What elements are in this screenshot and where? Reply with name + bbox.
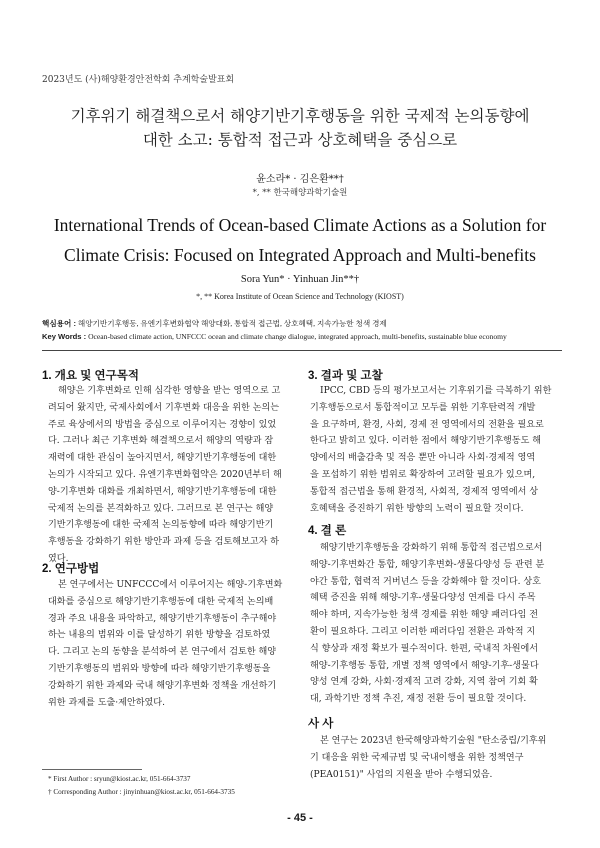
body-line: 해양-기후변화간 통합, 해양기후변화-생물다양성 등 관련 분 [310, 559, 545, 570]
body-line: 본 연구는 2023년 한국해양과학기술원 "탄소중립/기후위 [320, 736, 547, 746]
body-line: 기반기후행동의 범위와 방향에 따라 해양기반기후행동을 [48, 663, 271, 674]
section-2-body [48, 577, 300, 711]
corresponding-author-footnote: † Corresponding Author : jinyinhuan@kiost.ac.kr, 051-664-3735 [48, 788, 235, 796]
body-line: IPCC, CBD 등의 평가보고서는 기후위기를 극복하기 위한 [320, 386, 552, 396]
body-line: 통합적 접근법을 통해 환경적, 사회적, 경제적 영역에서 상 [310, 486, 539, 497]
body-line: 하는 내용의 범위와 이를 달성하기 위한 방향을 검토하였 [48, 630, 271, 641]
page-number: - 45 - [287, 812, 313, 824]
conference-header: 2023년도 (사)해양환경안전학회 추계학술발표회 [42, 75, 235, 85]
korean-affiliation: *, ** 한국해양과학기술원 [252, 188, 348, 198]
acknowledgement-body [310, 733, 562, 783]
first-author-footnote: * First Author : sryun@kiost.ac.kr, 051-664-3737 [48, 775, 191, 783]
body-line: 재력에 대한 관심이 높아지면서, 해양기반기후행동에 대한 [48, 453, 277, 464]
section-1-heading: 1. 개요 및 연구목적 [42, 370, 139, 382]
body-line: 양성 연계 강화, 사회·경제적 고려 강화, 지역 참여 기회 확 [310, 677, 538, 688]
body-line: 대화를 중심으로 해양기반기후행동에 대한 국제적 논의배 [48, 596, 274, 607]
body-line: 혜택 증진을 위해 해양-기후-생물다양성 연계를 다시 주목 [310, 593, 536, 604]
english-title [20, 210, 580, 270]
body-line: 양-기후변화 대화를 개최하면서, 해양기반기후행동에 대한 [48, 486, 277, 497]
korean-keywords-label: 핵심용어 : [42, 319, 76, 328]
section-2-heading: 2. 연구방법 [42, 563, 100, 575]
body-line: 다. 그리고 논의 동향을 분석하여 본 연구에서 검토한 해양 [48, 647, 277, 658]
korean-title-line-2: 대한 소고: 통합적 접근과 상호혜택을 중심으로 [142, 131, 458, 149]
body-line: 을 포섭하기 위한 범위로 확장하여 고려할 필요가 있으며, [310, 469, 536, 480]
section-3-heading: 3. 결과 및 고찰 [308, 370, 383, 382]
body-line: 다. 그러나 최근 기후변화 해결책으로서 해양의 역량과 잠 [48, 436, 274, 447]
section-1-body [48, 383, 300, 568]
section-4-heading: 4. 결 론 [308, 525, 347, 537]
english-keywords-text: Ocean-based climate action, UNFCCC ocean and climate change dialogue, integrated approach, multi-benefits, sustainable blue economy [88, 332, 507, 341]
body-line: 강화하기 위한 과제와 국내 해양기후변화 정책을 개선하기 [48, 680, 277, 691]
korean-authors: 윤소라* · 김은환**† [256, 174, 344, 185]
body-line: 해양기반기후행동을 강화하기 위해 통합적 접근법으로서 [320, 543, 543, 553]
footnote-divider [42, 769, 142, 770]
body-line: 기후행동으로서 통합적이고 모두를 위한 기후탄력적 개발 [310, 402, 536, 413]
body-line: 호혜택을 증진하기 위한 방향의 노력이 필요할 것이다. [310, 503, 524, 514]
body-line: 해야 하며, 지속가능한 청색 경제를 위한 해양 패러다임 전 [310, 610, 539, 621]
body-line: 기반기후행동에 대한 국제적 논의동향에 따라 해양기반기 [48, 520, 274, 531]
english-title-line-1: International Trends of Ocean-based Climate Actions as a Solution for [53, 215, 547, 235]
korean-keywords-text: 해양기반기후행동, 유엔기후변화협약 해양대화, 통합적 접근법, 상호혜택, 지속가능한 청색 경제 [77, 319, 387, 328]
section-4-body [310, 540, 562, 708]
body-line: 을 요구하며, 환경, 사회, 경제 전 영역에서의 전환을 필요로 [310, 419, 544, 430]
acknowledgement-heading: 사 사 [308, 718, 334, 730]
body-line: 해양은 기후변화로 인해 심각한 영향을 받는 영역으로 고 [58, 386, 281, 396]
body-line: 환이 필요하다. 그리고 이러한 패러다임 전환은 과학적 지 [310, 626, 536, 637]
body-line: 해양-기후행동 통합, 개별 정책 영역에서 해양-기후-생물다 [310, 660, 539, 671]
body-line: 본 연구에서는 UNFCCC에서 이루어지는 해양-기후변화 [58, 580, 283, 590]
keywords-divider [42, 350, 562, 351]
english-authors: Sora Yun* · Yinhuan Jin**† [240, 274, 360, 285]
korean-title-line-1: 기후위기 해결책으로서 해양기반기후행동을 위한 국제적 논의동향에 [70, 107, 530, 125]
english-affiliation: *, ** Korea Institute of Ocean Science and Technology (KIOST) [196, 292, 404, 301]
section-3-body [310, 383, 562, 517]
body-line: 한다고 밝히고 있다. 이러한 점에서 해양기반기후행동도 해 [310, 436, 542, 447]
body-line: 식 향상과 재정 확보가 필수적이다. 한편, 국내적 차원에서 [310, 643, 539, 654]
body-line: 위한 과제를 도출·제안하였다. [48, 697, 165, 708]
english-keywords-label: Key Words : [42, 332, 87, 341]
body-line: 국제적 논의를 본격화하고 있다. 그러므로 본 연구는 해양 [48, 503, 274, 514]
english-title-line-2: Climate Crisis: Focused on Integrated Approach and Multi-benefits [64, 245, 536, 265]
body-line: 대, 과학기반 정책 추진, 재정 전환 등이 필요할 것이다. [310, 694, 527, 705]
korean-title [20, 104, 580, 152]
body-line: 야간 통합, 협력적 거버넌스 등을 강화해야 할 것이다. 상호 [310, 576, 541, 587]
body-line: 경과 주요 내용을 파악하고, 해양기반기후행동이 추구해야 [48, 613, 277, 624]
body-line: (PEA0151)" 사업의 지원을 받아 수행되었음. [310, 769, 493, 780]
body-line: 기 대응을 위한 국제규범 및 국내이행을 위한 정책연구 [310, 752, 524, 763]
body-line: 후행동을 강화하기 위한 방안과 과제 등을 검토해보고자 하 [48, 537, 280, 548]
body-line: 였다. [48, 553, 69, 564]
body-line: 논의가 시작되고 있다. 유엔기후변화협약은 2020년부터 해 [48, 469, 282, 480]
english-keywords [42, 331, 562, 343]
body-line: 려되어 왔지만, 국제사회에서 기후변화 대응을 위한 논의는 [48, 402, 280, 413]
korean-keywords [42, 318, 562, 330]
body-line: 양에서의 배출감축 및 적응 뿐만 아니라 사회·경제적 영역 [310, 453, 536, 464]
body-line: 주로 육상에서의 방법을 중심으로 이루어지는 경향이 있었 [48, 419, 277, 430]
